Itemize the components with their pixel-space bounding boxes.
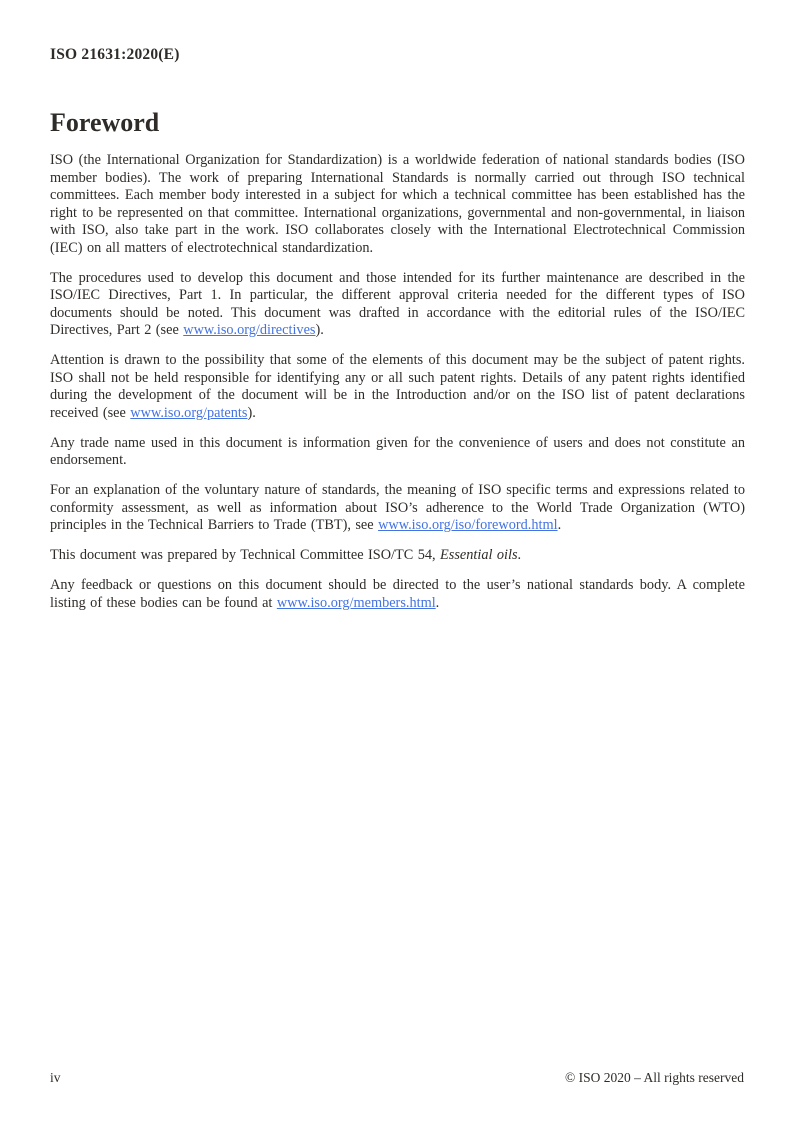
paragraph [50,577,745,612]
hyperlink[interactable]: www.iso.org/iso/foreword.html [378,517,558,533]
text-run: Any feedback or questions on this document should be directed to the user’s national standards body. A complete listing of these bodies can be found at [50,577,745,611]
hyperlink[interactable]: www.iso.org/members.html [276,594,436,611]
paragraph [50,482,745,535]
page-footer [50,1070,744,1086]
text-run: Any trade name used in this document is information given for the convenience of users and does not constitute an endorsement. [50,434,745,468]
page-title: Foreword [50,108,160,137]
paragraph [50,270,745,340]
paragraph [50,352,745,422]
text-run: ). [315,322,324,338]
text-run: ISO (the International Organization for Standardization) is a worldwide federation of national standards bodies (ISO member bodies). The work of preparing International Standards is normally carried out through ISO technical committees. Each member body interested in a subject for which a technical committee has been established has the right to be represented on that committee. International organizations, governmental and non-governmental, in liaison with ISO, also take part in the work. ISO collaborates closely with the International Electrotechnical Commission (IEC) on all matters of electrotechnical standardization. [50,152,745,256]
hyperlink[interactable]: www.iso.org/patents [130,404,248,421]
running-header-doc-ref: ISO 21631:2020(E) [50,46,180,63]
document-body [50,152,745,625]
text-run: ). [247,404,256,421]
text-run: The procedures used to develop this document and those intended for its further maintenance are described in the ISO/IEC Directives, Part 1. In particular, the different approval criteria needed for the different types of ISO documents should be noted. This document was drafted in accordance with the editorial rules of the ISO/IEC Directives, Part 2 (see [50,269,745,338]
text-run: . [517,547,522,563]
paragraph [50,435,745,470]
text-run: . [557,517,562,533]
paragraph [50,152,745,257]
copyright-notice: © ISO 2020 – All rights reserved [565,1070,744,1085]
paragraph [50,547,745,565]
text-run: Attention is drawn to the possibility that some of the elements of this document may be the subject of patent rights. ISO shall not be held responsible for identifying any or all such patent rights. Details of any patent rights identified during the development of the document will be in the Introduction and/or on the ISO list of patent declarations received (see [50,352,745,421]
text-run: . [435,594,440,611]
page-number: iv [50,1070,61,1085]
italic-text: Essential oils [440,547,518,563]
text-run: For an explanation of the voluntary nature of standards, the meaning of ISO specific terms and expressions related to conformity assessment, as well as information about ISO’s adherence to the World Trade Organization (WTO) principles in the Technical Barriers to Trade (TBT), see [50,482,745,533]
text-run: This document was prepared by Technical Committee ISO/TC 54, [50,547,441,563]
hyperlink[interactable]: www.iso.org/directives [183,322,316,338]
